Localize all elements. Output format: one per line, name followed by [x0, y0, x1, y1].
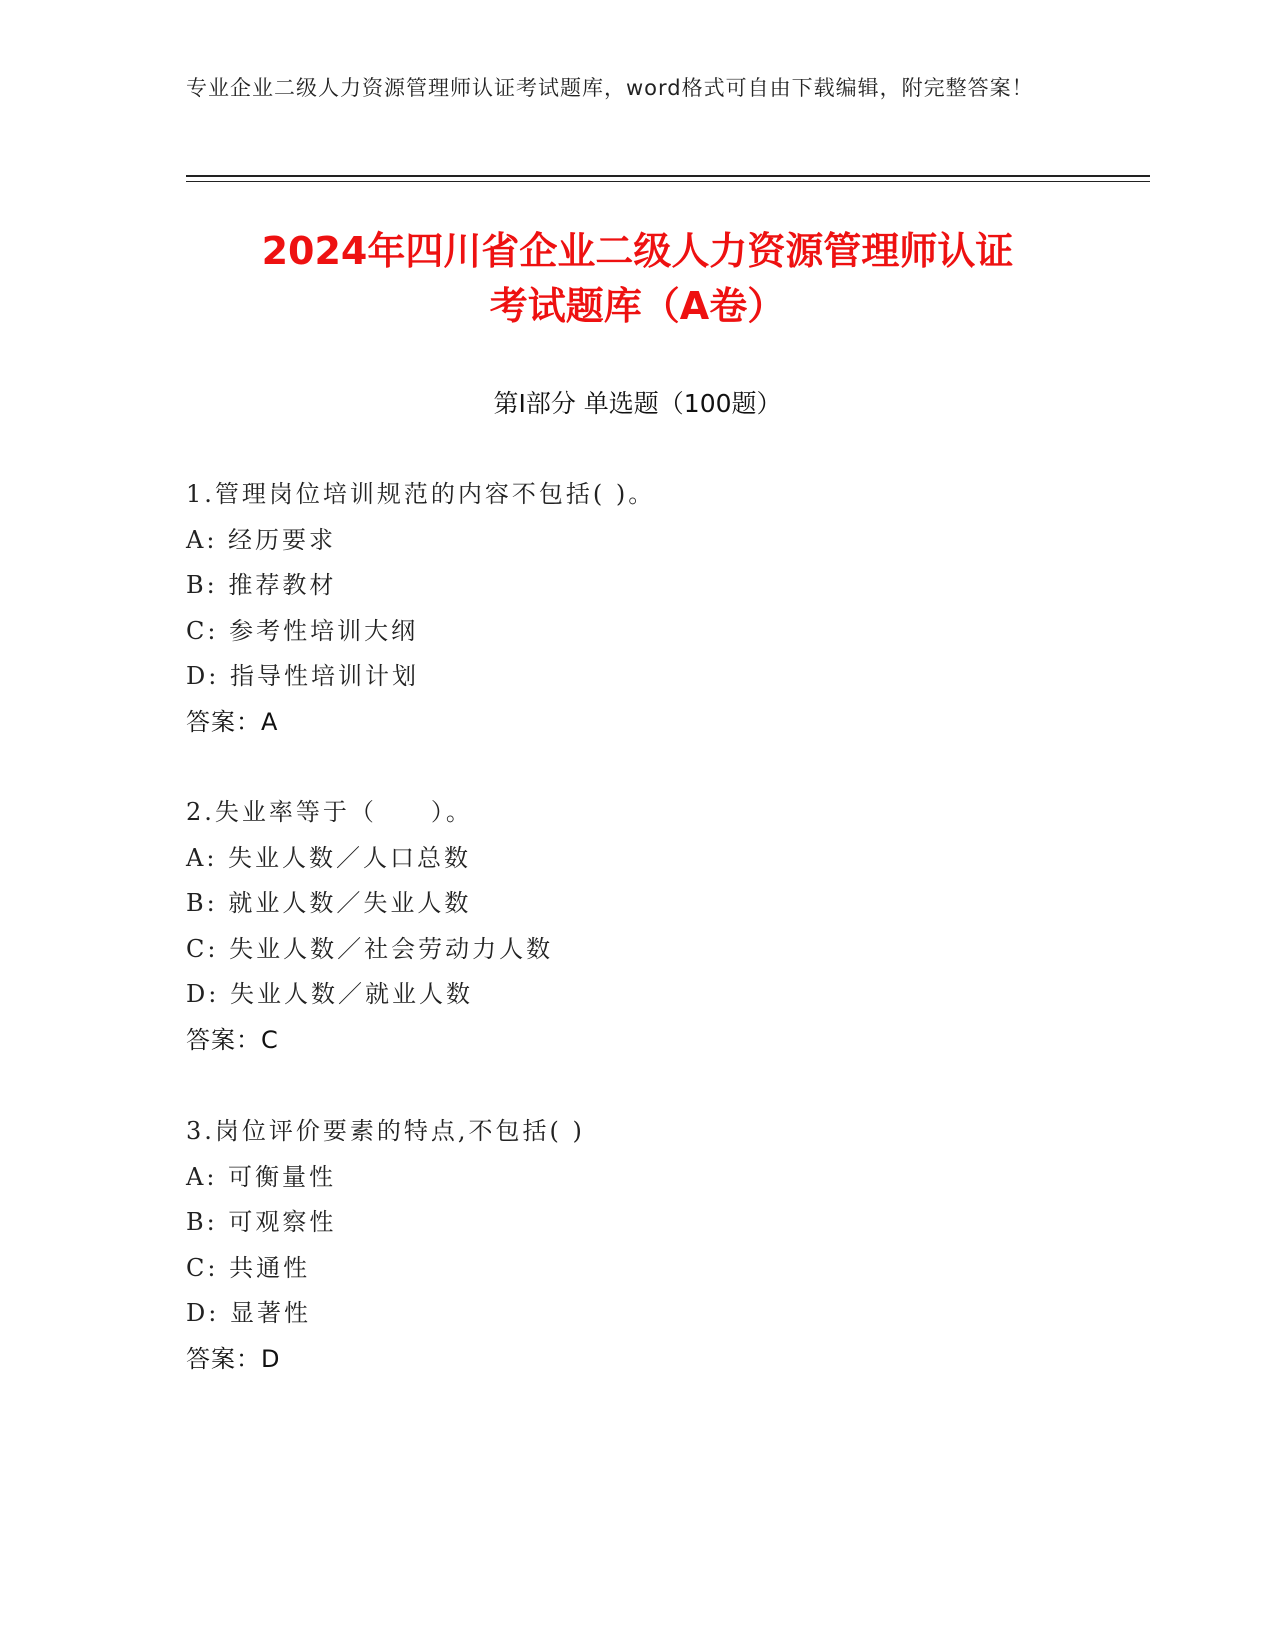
question-3	[186, 1109, 1086, 1382]
header-rule-thick	[186, 175, 1150, 177]
option-c: C: 共通性	[186, 1253, 311, 1282]
question-stem: 3.岗位评价要素的特点,不包括( )	[186, 1117, 585, 1145]
question-1	[186, 472, 1086, 745]
option-b: B: 可观察性	[186, 1208, 337, 1236]
option-d: D: 失业人数／就业人数	[186, 980, 473, 1008]
document-title	[140, 224, 1135, 334]
header-rule-thin	[186, 181, 1150, 182]
option-d: D: 显著性	[186, 1299, 311, 1327]
option-a: A: 失业人数／人口总数	[186, 843, 472, 872]
answer: 答案：D	[186, 1344, 281, 1373]
answer: 答案：A	[186, 707, 279, 736]
option-a: A: 经历要求	[186, 525, 337, 554]
document-title-line2: 考试题库（A卷）	[489, 284, 786, 328]
option-c: C: 失业人数／社会劳动力人数	[186, 934, 554, 963]
option-b: B: 就业人数／失业人数	[186, 889, 472, 917]
answer: 答案：C	[186, 1025, 279, 1054]
question-stem: 2.失业率等于（ ）。	[186, 798, 473, 826]
option-c: C: 参考性培训大纲	[186, 616, 419, 645]
option-b: B: 推荐教材	[186, 571, 337, 599]
option-d: D: 指导性培训计划	[186, 662, 419, 690]
section-title: 第I部分 单选题（100题）	[493, 389, 782, 418]
document-title-line1: 2024年四川省企业二级人力资源管理师认证	[261, 229, 1014, 273]
option-a: A: 可衡量性	[186, 1162, 337, 1191]
header-note: 专业企业二级人力资源管理师认证考试题库，word格式可自由下载编辑，附完整答案！	[186, 76, 1034, 100]
question-2	[186, 790, 1086, 1063]
question-stem: 1.管理岗位培训规范的内容不包括( )。	[186, 480, 656, 508]
